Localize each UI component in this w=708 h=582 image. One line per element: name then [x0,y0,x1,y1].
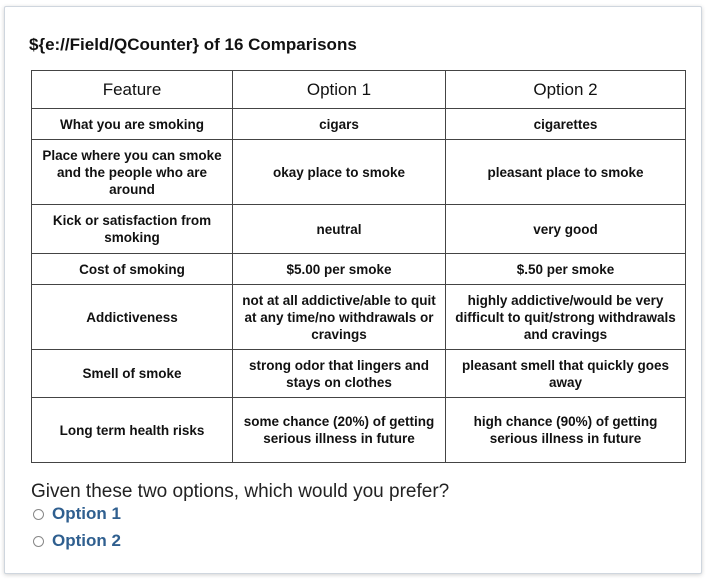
feature-cell: What you are smoking [32,109,233,140]
choice-label[interactable]: Option 2 [52,531,121,550]
option-1-cell: neutral [233,205,446,254]
choice-label[interactable]: Option 1 [52,504,121,523]
option-2-cell: high chance (90%) of getting serious illness in future [446,398,686,463]
option-2-cell: very good [446,205,686,254]
radio-button-icon[interactable] [33,536,44,547]
table-row [32,350,686,398]
option-1-cell: some chance (20%) of getting serious illness in future [233,398,446,463]
radio-button-icon[interactable] [33,509,44,520]
option-1-cell: $5.00 per smoke [233,254,446,285]
feature-cell: Long term health risks [32,398,233,463]
option-1-cell: strong odor that lingers and stays on clothes [233,350,446,398]
table-row [32,254,686,285]
table-row [32,398,686,463]
option-1-cell: okay place to smoke [233,140,446,205]
header-option-1: Option 1 [233,71,446,109]
comparison-table [31,70,686,463]
feature-cell: Kick or satisfaction from smoking [32,205,233,254]
question-text: Given these two options, which would you prefer? [31,481,450,502]
feature-cell: Place where you can smoke and the people who are around [32,140,233,205]
option-2-cell: cigarettes [446,109,686,140]
option-2-cell: pleasant place to smoke [446,140,686,205]
feature-cell: Cost of smoking [32,254,233,285]
choice-option-1[interactable] [33,504,121,524]
table-header-row [32,71,686,109]
choice-option-2[interactable] [33,531,121,551]
option-1-cell: cigars [233,109,446,140]
option-2-cell: highly addictive/would be very difficult to quit/strong withdrawals and cravings [446,285,686,350]
table-row [32,285,686,350]
feature-cell: Addictiveness [32,285,233,350]
feature-cell: Smell of smoke [32,350,233,398]
option-2-cell: $.50 per smoke [446,254,686,285]
header-option-2: Option 2 [446,71,686,109]
survey-card [4,6,702,574]
table-row [32,140,686,205]
option-1-cell: not at all addictive/able to quit at any time/no withdrawals or cravings [233,285,446,350]
comparison-counter-title: ${e://Field/QCounter} of 16 Comparisons [29,35,357,54]
option-2-cell: pleasant smell that quickly goes away [446,350,686,398]
header-feature: Feature [32,71,233,109]
table-row [32,109,686,140]
table-row [32,205,686,254]
